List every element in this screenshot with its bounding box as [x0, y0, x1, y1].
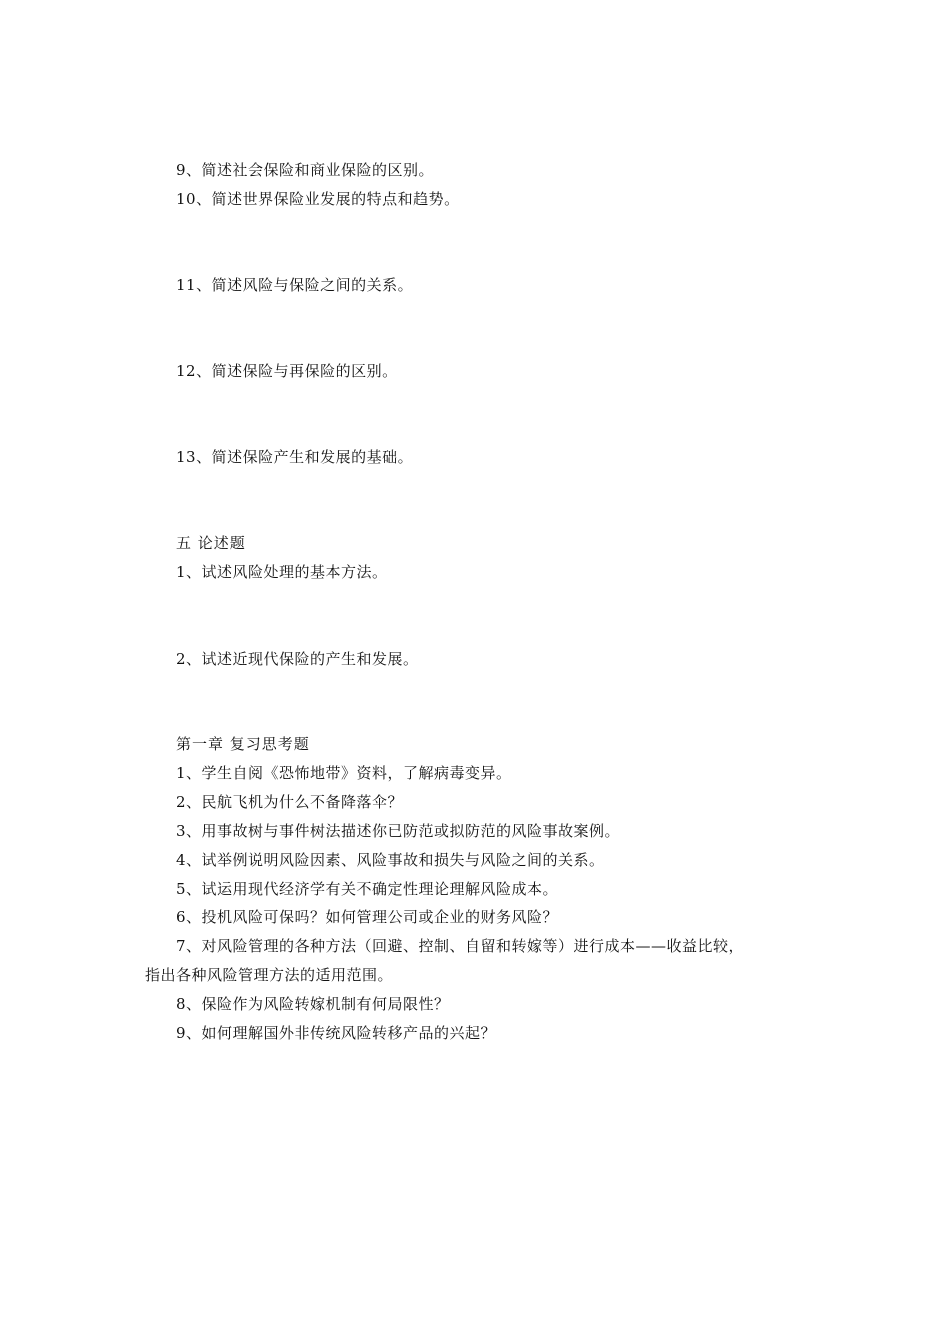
question-item: 11、简述风险与保险之间的关系。 [176, 276, 414, 294]
question-item: 12、简述保险与再保险的区别。 [176, 362, 398, 380]
question-item: 7、对风险管理的各种方法（回避、控制、自留和转嫁等）进行成本——收益比较， [176, 937, 745, 955]
question-item: 2、民航飞机为什么不备降落伞？ [176, 793, 404, 811]
question-item: 13、简述保险产生和发展的基础。 [176, 448, 414, 466]
chapter-heading: 第一章 复习思考题 [176, 735, 310, 753]
section-heading: 五 论述题 [176, 534, 246, 552]
question-item: 4、试举例说明风险因素、风险事故和损失与风险之间的关系。 [176, 851, 605, 869]
question-item: 5、试运用现代经济学有关不确定性理论理解风险成本。 [176, 880, 559, 898]
question-item: 3、用事故树与事件树法描述你已防范或拟防范的风险事故案例。 [176, 822, 621, 840]
question-item: 2、试述近现代保险的产生和发展。 [176, 650, 419, 668]
question-item: 8、保险作为风险转嫁机制有何局限性？ [176, 995, 450, 1013]
question-item: 10、简述世界保险业发展的特点和趋势。 [176, 190, 460, 208]
question-item: 1、试述风险处理的基本方法。 [176, 563, 388, 581]
question-item-continuation: 指出各种风险管理方法的适用范围。 [145, 966, 394, 984]
question-item: 6、投机风险可保吗？如何管理公司或企业的财务风险？ [176, 908, 559, 926]
question-item: 1、学生自阅《恐怖地带》资料，了解病毒变异。 [176, 764, 512, 782]
question-item: 9、简述社会保险和商业保险的区别。 [176, 161, 435, 179]
question-item: 9、如何理解国外非传统风险转移产品的兴起？ [176, 1024, 497, 1042]
